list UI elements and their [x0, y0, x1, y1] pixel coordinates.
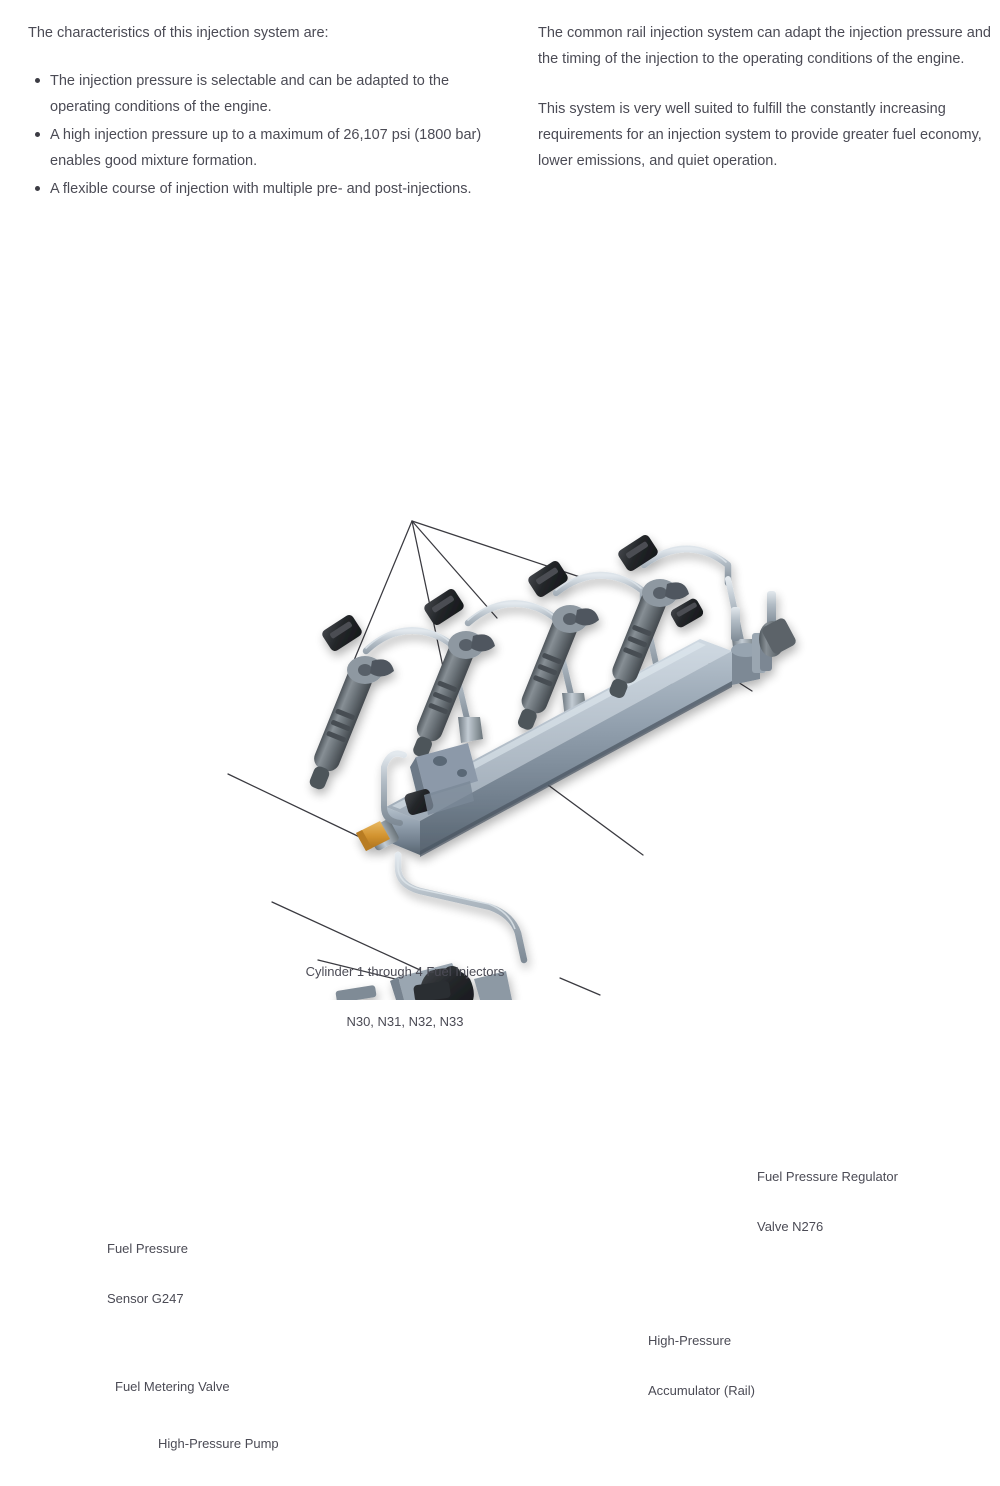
callout-high-pressure-accumulator — [648, 1300, 755, 1432]
body-paragraph: This system is very well suited to fulfill the constantly increasing requirements for an injection system to provide greater fuel economy, lower emissions, and quiet operation. — [538, 101, 982, 169]
list-item: A flexible course of injection with multiple pre- and post-injections. — [28, 176, 498, 202]
leader-sensor — [228, 774, 368, 841]
list-item: A high injection pressure up to a maximum of 26,107 psi (1800 bar) enables good mixture formation. — [28, 122, 498, 174]
callout-line: Fuel Pressure Regulator — [757, 1169, 898, 1184]
callout-fuel-pressure-sensor — [107, 1208, 188, 1340]
characteristics-list — [28, 68, 498, 202]
intro-paragraph: The characteristics of this injection system are: — [28, 25, 329, 41]
callout-line: Fuel Pressure — [107, 1241, 188, 1256]
callout-line: N30, N31, N32, N33 — [346, 1013, 464, 1029]
injector-connector — [422, 587, 465, 627]
callout-line: High-Pressure — [648, 1333, 732, 1348]
common-rail-illustration — [0, 455, 1000, 1000]
callout-line: Valve N276 — [757, 1218, 824, 1234]
callout-high-pressure-pump — [158, 1403, 279, 1486]
injector-connector — [320, 613, 363, 653]
callout-fuel-pressure-regulator-valve — [757, 1136, 898, 1268]
callout-line: Cylinder 1 through 4 Fuel Injectors — [305, 964, 505, 979]
callout-fuel-injectors — [273, 931, 537, 1063]
injector-connector — [616, 533, 659, 573]
left-text-column — [28, 20, 498, 204]
list-item: The injection pressure is selectable and can be adapted to the operating conditions of the engine. — [28, 68, 498, 120]
callout-line: Fuel Metering Valve — [115, 1379, 230, 1394]
leader-injector-1 — [350, 521, 412, 670]
common-rail-system-figure — [0, 455, 1000, 1451]
callout-line: Sensor G247 — [107, 1290, 184, 1306]
callout-line: High-Pressure Pump — [158, 1436, 279, 1451]
leader-pump-right — [560, 978, 600, 995]
body-paragraph: The common rail injection system can adapt the injection pressure and the timing of the injection to the operating conditions of the engine. — [538, 25, 991, 67]
callout-line: Accumulator (Rail) — [648, 1382, 755, 1398]
right-text-column — [538, 20, 1000, 174]
injector-connector — [526, 559, 569, 599]
leader-injector-2 — [412, 521, 443, 667]
